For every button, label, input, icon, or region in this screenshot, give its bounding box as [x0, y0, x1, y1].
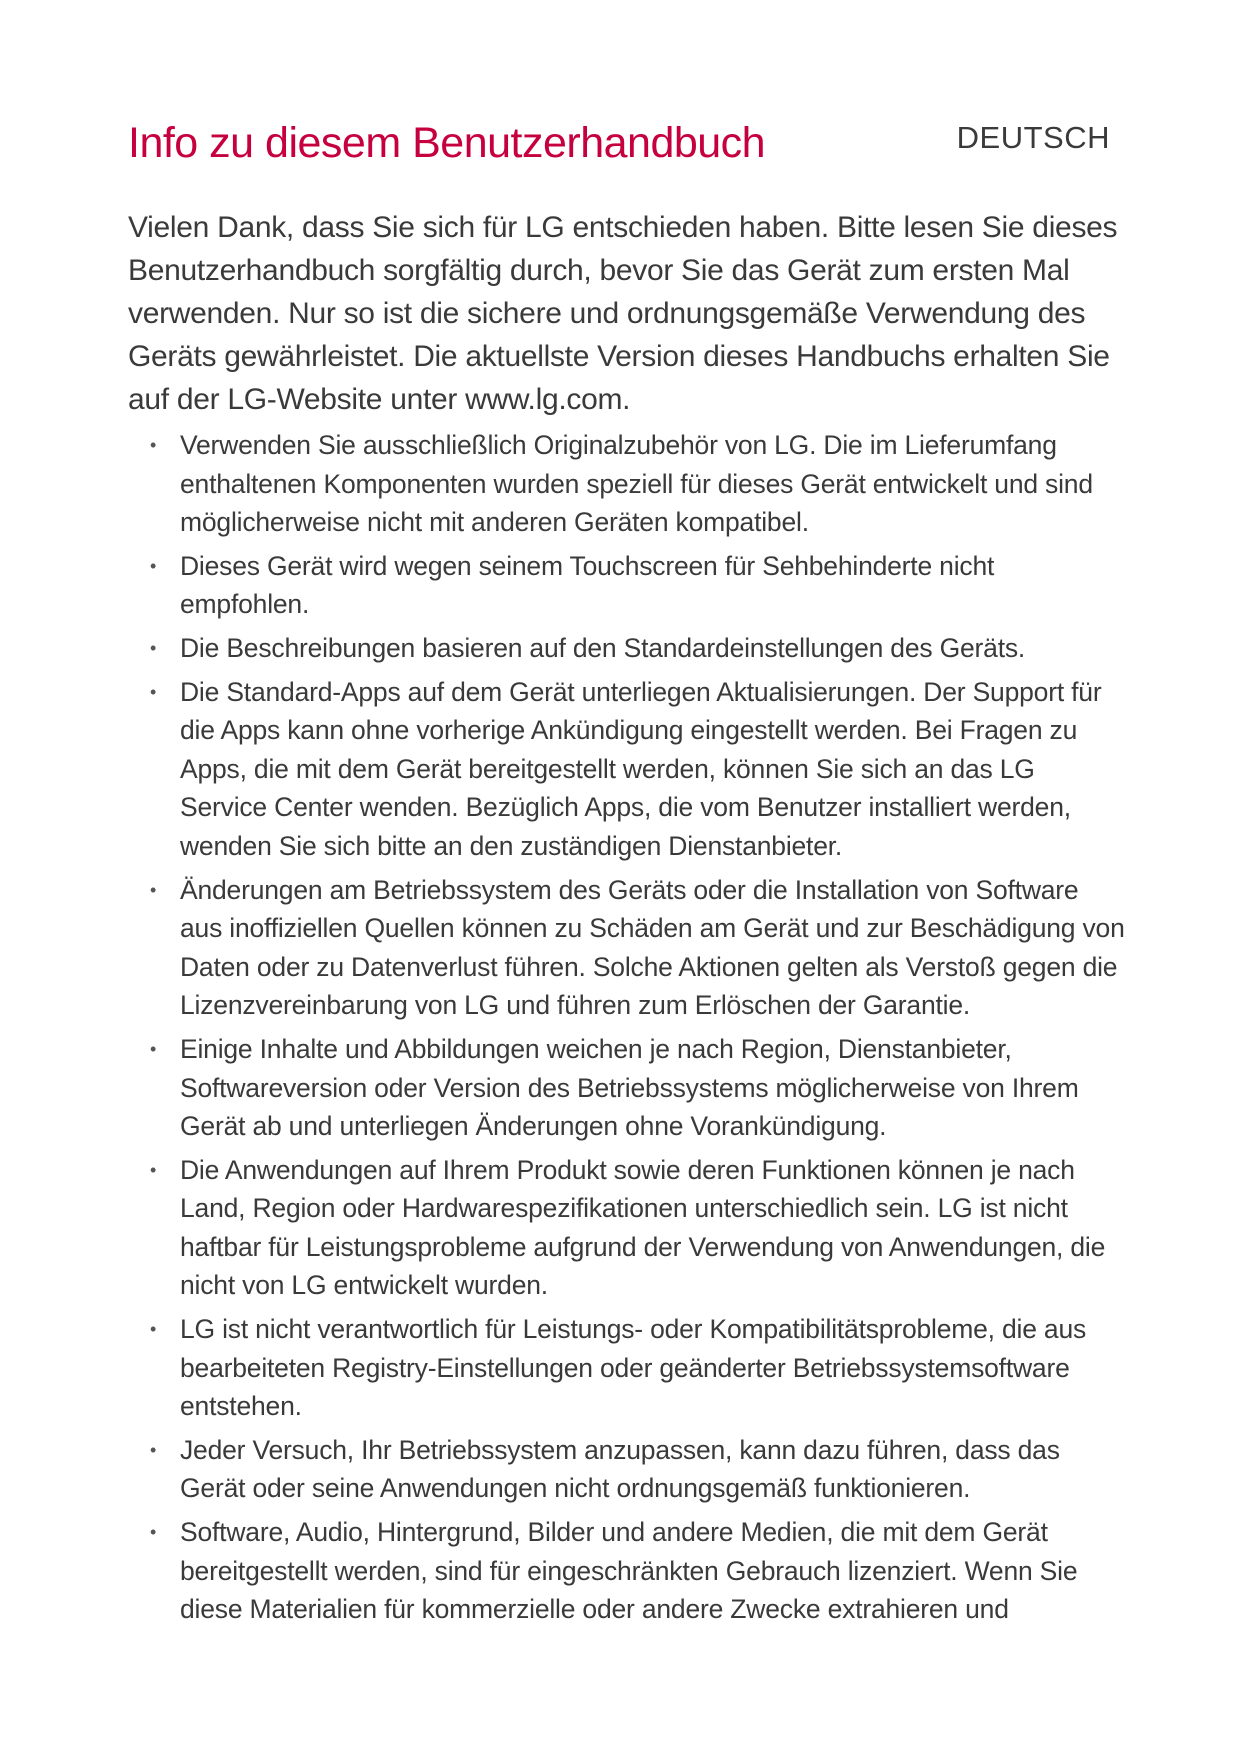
list-item-text: LG ist nicht verantwortlich für Leistungs- oder Kompatibilitätsprobleme, die aus bearbeiteten Registry-Einstellungen oder geänderter Betriebssystemsoftware entstehen.	[180, 1314, 1087, 1422]
list-item-text: Software, Audio, Hintergrund, Bilder und andere Medien, die mit dem Gerät bereitgestellt werden, sind für eingeschränkten Gebrauch lizenziert. Wenn Sie diese Materialien für kommerzielle oder andere Zwecke extrahieren und	[180, 1517, 1078, 1625]
list-item-text: Die Beschreibungen basieren auf den Standardeinstellungen des Geräts.	[180, 632, 1026, 663]
list-item	[150, 629, 1125, 668]
list-item-text: Dieses Gerät wird wegen seinem Touchscreen für Sehbehinderte nicht empfohlen.	[180, 550, 995, 620]
page-title: Info zu diesem Benutzerhandbuch	[128, 119, 766, 167]
list-item-text: Jeder Versuch, Ihr Betriebssystem anzupassen, kann dazu führen, dass das Gerät oder seine Anwendungen nicht ordnungsgemäß funktionieren.	[180, 1434, 1060, 1504]
bullet-icon: •	[150, 435, 157, 455]
intro-paragraph: Vielen Dank, dass Sie sich für LG entschieden haben. Bitte lesen Sie dieses Benutzerhandbuch sorgfältig durch, bevor Sie das Gerät zum ersten Mal verwenden. Nur so ist die sichere und ordnungsgemäße Verwendung des Geräts gewährleistet. Die aktuellste Version dieses Handbuchs erhalten Sie auf der LG-Website unter www.lg.com.	[128, 211, 1118, 416]
bullet-icon: •	[150, 555, 157, 576]
list-item	[150, 547, 1125, 624]
list-item-text: Die Anwendungen auf Ihrem Produkt sowie deren Funktionen können je nach Land, Region oder Hardwarespezifikationen unterschiedlich sein. LG ist nicht haftbar für Leistungsprobleme aufgrund der Verwendung von Anwendungen, die nicht von LG entwickelt wurden.	[180, 1154, 1106, 1301]
list-item-text: Änderungen am Betriebssystem des Geräts oder die Installation von Software aus inoffiziellen Quellen können zu Schäden am Gerät und zur Beschädigung von Daten oder zu Datenverlust führen. Solche Aktionen gelten als Verstoß gegen die Lizenzvereinbarung von LG und führen zum Erlöschen der Garantie.	[180, 874, 1125, 1021]
bullet-icon: •	[150, 1439, 157, 1460]
list-item	[150, 871, 1125, 1025]
bullet-icon: •	[150, 1038, 157, 1059]
list-item-text: Die Standard-Apps auf dem Gerät unterliegen Aktualisierungen. Der Support für die Apps kann ohne vorherige Ankündigung eingestellt werden. Bei Fragen zu Apps, die mit dem Gerät bereitgestellt werden, können Sie sich an das LG Service Center wenden. Bezüglich Apps, die vom Benutzer installiert werden, wenden Sie sich bitte an den zuständigen Dienstanbieter.	[180, 676, 1102, 861]
list-item	[150, 426, 1125, 542]
bullet-icon: •	[150, 879, 157, 900]
list-item-text: Einige Inhalte und Abbildungen weichen je nach Region, Dienstanbieter, Softwareversion oder Version des Betriebssystems möglicherweise von Ihrem Gerät ab und unterliegen Änderungen ohne Vorankündigung.	[180, 1033, 1079, 1142]
bullet-icon: •	[150, 1159, 157, 1180]
list-item	[150, 1151, 1125, 1305]
bullet-icon: •	[150, 681, 157, 702]
list-item	[150, 1310, 1125, 1426]
language-label: DEUTSCH	[956, 120, 1110, 155]
bullet-icon: •	[150, 637, 157, 658]
bullet-icon: •	[150, 1319, 157, 1340]
bullet-icon: •	[150, 1522, 157, 1543]
notes-list	[150, 426, 1125, 1634]
list-item	[150, 1030, 1125, 1146]
list-item	[150, 673, 1125, 866]
list-item	[150, 1513, 1125, 1629]
list-item	[150, 1431, 1125, 1508]
list-item-text: Verwenden Sie ausschließlich Originalzubehör von LG. Die im Lieferumfang enthaltenen Komponenten wurden speziell für dieses Gerät entwickelt und sind möglicherweise nicht mit anderen Geräten kompatibel.	[180, 430, 1093, 538]
